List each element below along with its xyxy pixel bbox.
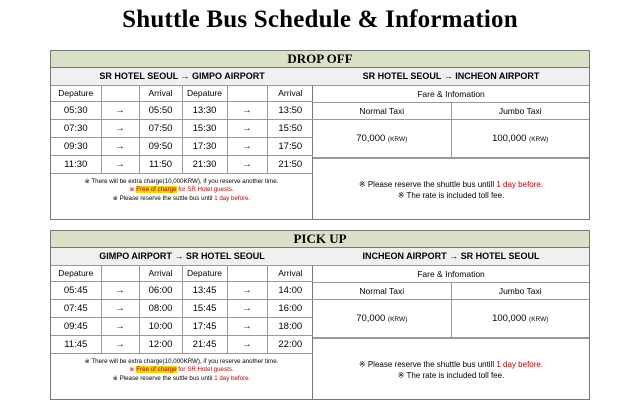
schedule-row: [51, 101, 313, 119]
bus-schedule: [51, 248, 313, 399]
departure-time: 15:30: [182, 119, 227, 137]
arrow: →: [227, 281, 267, 299]
note-reserve: ※ Please reserve the suttle bus until 1 day before.: [112, 374, 251, 382]
arrival-time: 09:50: [139, 137, 182, 155]
arrival-time: 18:00: [267, 317, 313, 335]
note-extra-charge: ※ There will be extra charge(10,000KRW), if you reserve another time.: [84, 357, 279, 365]
fare-notes: [313, 158, 589, 221]
arrival-time: 08:00: [139, 299, 182, 317]
column-header: [227, 265, 267, 281]
schedule-row: [51, 137, 313, 155]
arrival-time: 12:00: [139, 335, 182, 353]
normal-taxi-label: Normal Taxi: [313, 102, 451, 119]
jumbo-taxi-price: 100,000 (KRW): [451, 299, 589, 337]
arrival-time: 16:00: [267, 299, 313, 317]
arrow: →: [227, 119, 267, 137]
normal-taxi-price: 70,000 (KRW): [313, 119, 451, 157]
schedule-notes: [51, 354, 312, 384]
schedule-row: [51, 335, 313, 353]
schedule-row: [51, 317, 313, 335]
arrival-time: 15:50: [267, 119, 313, 137]
route-title: INCHEON AIRPORT → SR HOTEL SEOUL: [313, 248, 589, 265]
column-header: Depature: [51, 265, 101, 281]
fare-header: Fare & Infomation: [313, 85, 589, 102]
page-title: Shuttle Bus Schedule & Information: [122, 6, 518, 33]
arrival-time: 13:50: [267, 101, 313, 119]
departure-time: 07:30: [51, 119, 101, 137]
fare-notes: [313, 338, 589, 400]
arrow: →: [227, 335, 267, 353]
arrow: →: [101, 299, 139, 317]
arrow: →: [101, 317, 139, 335]
jumbo-taxi-price: 100,000 (KRW): [451, 119, 589, 157]
schedule-header-row: [51, 85, 313, 101]
departure-time: 17:45: [182, 317, 227, 335]
column-header: Depature: [51, 85, 101, 101]
schedule-table: [51, 248, 313, 354]
jumbo-taxi-label: Jumbo Taxi: [451, 102, 589, 119]
fare-table: [313, 248, 589, 338]
fare-table: [313, 68, 589, 158]
section-heading: DROP OFF: [51, 51, 589, 68]
column-header: Arrival: [267, 265, 313, 281]
note-free-charge: ※ Free of charge for SR Hotel guests.: [129, 186, 234, 194]
departure-time: 13:30: [182, 101, 227, 119]
column-header: Arrival: [139, 265, 182, 281]
section-heading: PICK UP: [51, 231, 589, 248]
normal-taxi-label: Normal Taxi: [313, 282, 451, 299]
note-reserve: ※ Please reserve the suttle bus until 1 day before.: [112, 194, 251, 202]
arrow: →: [227, 137, 267, 155]
taxi-fare: [313, 248, 589, 399]
note-reserve: ※ Please reserve the shuttle bus untill 1 day before.: [358, 179, 544, 189]
arrival-time: 21:50: [267, 155, 313, 173]
note-free-charge: ※ Free of charge for SR Hotel guests.: [129, 366, 234, 374]
departure-time: 09:30: [51, 137, 101, 155]
column-header: Arrival: [139, 85, 182, 101]
column-header: Arrival: [267, 85, 313, 101]
taxi-fare: [313, 68, 589, 219]
arrow: →: [101, 335, 139, 353]
normal-taxi-price: 70,000 (KRW): [313, 299, 451, 337]
departure-time: 09:45: [51, 317, 101, 335]
note-extra-charge: ※ There will be extra charge(10,000KRW), if you reserve another time.: [84, 177, 279, 185]
arrival-time: 05:50: [139, 101, 182, 119]
arrival-time: 06:00: [139, 281, 182, 299]
fare-header: Fare & Infomation: [313, 265, 589, 282]
departure-time: 07:45: [51, 299, 101, 317]
arrow: →: [101, 137, 139, 155]
arrival-time: 10:00: [139, 317, 182, 335]
schedule-row: [51, 119, 313, 137]
column-header: Depature: [182, 265, 227, 281]
highlight-free: Free of charge: [136, 366, 177, 374]
arrow: →: [101, 101, 139, 119]
arrival-time: 14:00: [267, 281, 313, 299]
departure-time: 13:45: [182, 281, 227, 299]
arrival-time: 07:50: [139, 119, 182, 137]
column-header: [227, 85, 267, 101]
highlight-free: Free of charge: [136, 186, 177, 194]
departure-time: 05:30: [51, 101, 101, 119]
departure-time: 21:45: [182, 335, 227, 353]
schedule-row: [51, 299, 313, 317]
arrow: →: [227, 317, 267, 335]
route-title: SR HOTEL SEOUL → GIMPO AIRPORT: [51, 68, 313, 85]
arrival-time: 22:00: [267, 335, 313, 353]
bus-schedule: [51, 68, 313, 219]
schedule-table: [51, 68, 313, 174]
note-toll-fee: ※ The rate is included toll fee.: [397, 370, 505, 380]
schedule-notes: [51, 174, 312, 204]
arrow: →: [227, 299, 267, 317]
route-title: GIMPO AIRPORT → SR HOTEL SEOUL: [51, 248, 313, 265]
arrow: →: [101, 281, 139, 299]
departure-time: 15:45: [182, 299, 227, 317]
note-toll-fee: ※ The rate is included toll fee.: [397, 190, 505, 200]
schedule-row: [51, 281, 313, 299]
arrow: →: [227, 101, 267, 119]
jumbo-taxi-label: Jumbo Taxi: [451, 282, 589, 299]
departure-time: 17:30: [182, 137, 227, 155]
departure-time: 11:30: [51, 155, 101, 173]
arrow: →: [101, 155, 139, 173]
schedule-header-row: [51, 265, 313, 281]
schedule-row: [51, 155, 313, 173]
pick-up-section: [50, 230, 590, 400]
departure-time: 21:30: [182, 155, 227, 173]
departure-time: 05:45: [51, 281, 101, 299]
column-header: [101, 85, 139, 101]
column-header: Depature: [182, 85, 227, 101]
arrow: →: [227, 155, 267, 173]
arrow: →: [101, 119, 139, 137]
drop-off-section: [50, 50, 590, 220]
arrival-time: 11:50: [139, 155, 182, 173]
departure-time: 11:45: [51, 335, 101, 353]
arrival-time: 17:50: [267, 137, 313, 155]
column-header: [101, 265, 139, 281]
note-reserve: ※ Please reserve the shuttle bus untill 1 day before.: [358, 359, 544, 369]
route-title: SR HOTEL SEOUL → INCHEON AIRPORT: [313, 68, 589, 85]
